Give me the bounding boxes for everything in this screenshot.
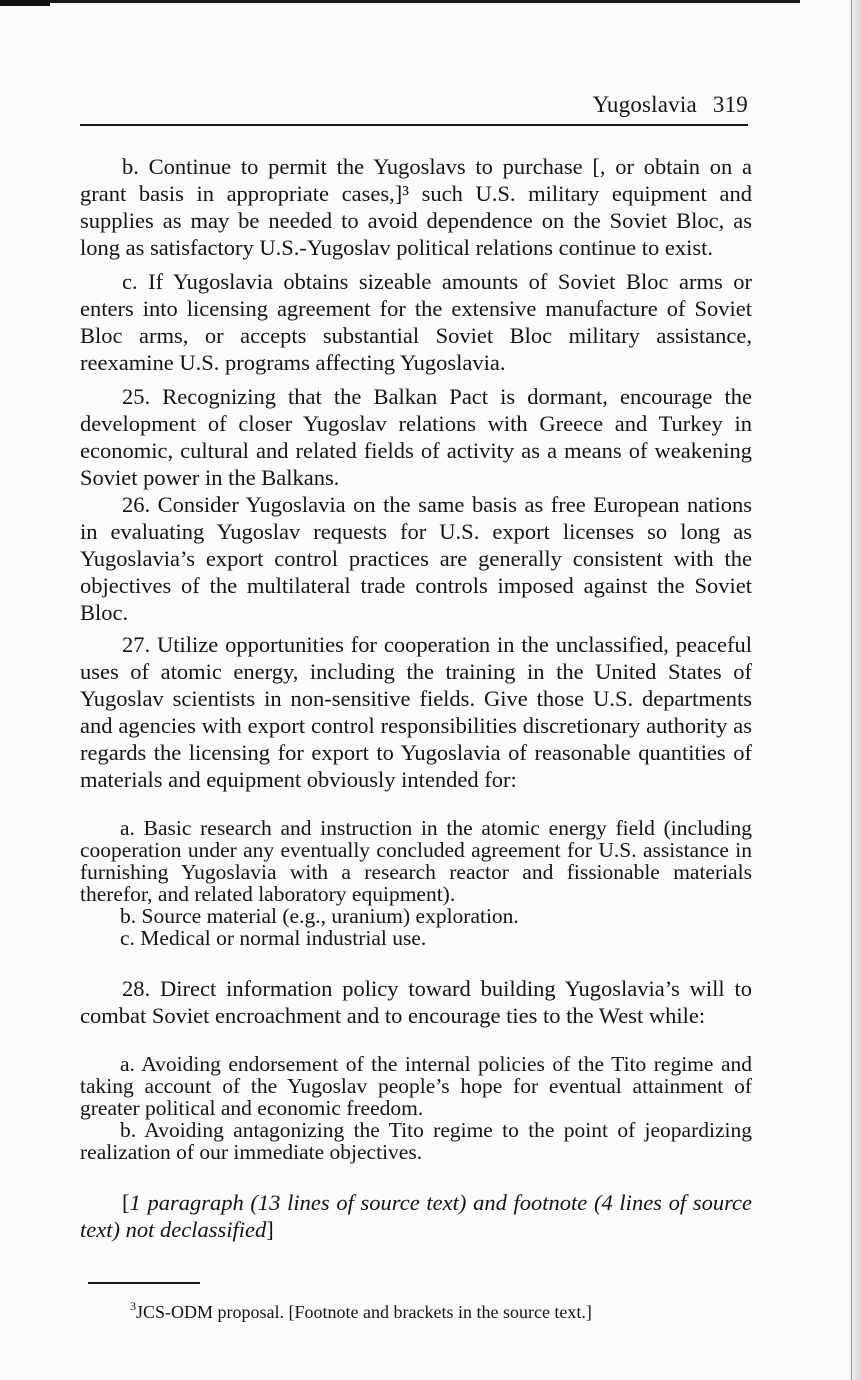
list-28-item-a: a. Avoiding endorsement of the internal policies of the Tito regime and taking account of the Yugoslav people’s hope for eventual attainment of greater political and economic freedom. (80, 1052, 752, 1120)
paragraph-26: 26. Consider Yugoslavia on the same basis as free European nations in evaluating Yugoslav requests for U.S. export licenses so long as Yugoslavia’s export control practices are generally consistent with the objectives of the multilateral trade controls imposed against the Soviet Bloc. (80, 492, 752, 625)
page-top-edge-mark (0, 0, 50, 6)
footnote-marker: 3 (130, 1299, 136, 1313)
paragraph-28: 28. Direct information policy toward building Yugoslavia’s will to combat Soviet encroachment and to encourage ties to the West while: (80, 976, 752, 1028)
paragraph-c: c. If Yugoslavia obtains sizeable amounts of Soviet Bloc arms or enters into licensing agreement for the extensive manufacture of Soviet Bloc arms, or accepts substantial Soviet Bloc military assistance, reexamine U.S. programs affecting Yugoslavia. (80, 269, 752, 375)
paragraph-27: 27. Utilize opportunities for cooperation in the unclassified, peaceful uses of atomic energy, including the training in the United States of Yugoslav scientists in non-sensitive fields. Give those U.S. departments and agencies with export control responsibilities discretionary authority as regards the licensing for export to Yugoslavia of reasonable quantities of materials and equipment obviously intended for: (80, 632, 752, 792)
running-title: Yugoslavia (592, 92, 697, 117)
paragraph-b: b. Continue to permit the Yugoslavs to purchase [, or obtain on a grant basis in appropriate cases,]³ such U.S. military equipment and supplies as may be needed to avoid dependence on the Soviet Bloc, as long as satisfactory U.S.-Yugoslav political relations continue to exist. (80, 154, 752, 260)
list-28-item-b: b. Avoiding antagonizing the Tito regime to the point of jeopardizing realization of our immediate objectives. (80, 1118, 752, 1164)
footnote-text: JCS-ODM proposal. [Footnote and brackets in the source text.] (136, 1302, 592, 1322)
note-open-bracket: [ (122, 1190, 130, 1215)
note-text: 1 paragraph (13 lines of source text) and footnote (4 lines of source text) not declassified (80, 1190, 752, 1242)
list-28 (80, 1053, 752, 1163)
list-27-item-c: c. Medical or normal industrial use. (120, 926, 427, 950)
paragraph-25: 25. Recognizing that the Balkan Pact is dormant, encourage the development of closer Yugoslav relations with Greece and Turkey in economic, cultural and related fields of activity as a means of weakening Soviet power in the Balkans. (80, 384, 752, 490)
list-27-item-a: a. Basic research and instruction in the atomic energy field (including cooperation under any eventually concluded agreement for U.S. assistance in furnishing Yugoslavia with a research reactor and fissionable materials therefor, and related laboratory equipment). (80, 816, 752, 906)
declassification-note (80, 1189, 752, 1243)
note-close-bracket: ] (266, 1217, 274, 1242)
page-top-edge (0, 0, 800, 3)
list-27 (80, 817, 752, 949)
list-27-item-b: b. Source material (e.g., uranium) exploration. (120, 904, 519, 928)
footnote (130, 1296, 592, 1323)
page-number: 319 (712, 92, 748, 117)
page-right-edge-line (851, 0, 852, 1380)
header-text (593, 92, 748, 118)
footnote-rule (88, 1282, 200, 1284)
body-text (80, 153, 752, 1253)
page-header (80, 88, 748, 126)
